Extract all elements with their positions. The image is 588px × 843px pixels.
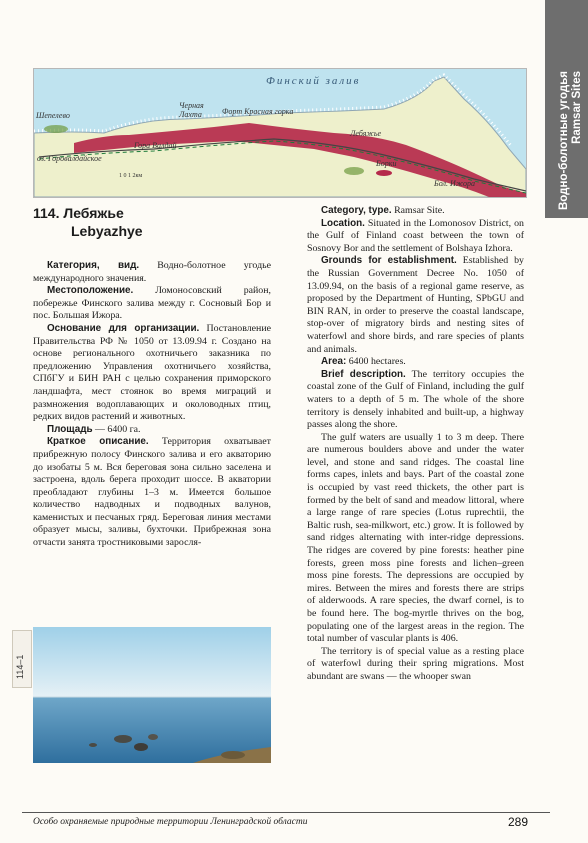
reserve-patch xyxy=(376,170,392,176)
map-graphic xyxy=(34,69,526,197)
ru-paragraph-text: — 6400 га. xyxy=(92,423,141,435)
russian-column xyxy=(33,205,271,550)
ru-paragraph-text: Постановление Правительства РФ № 1050 от 13.09.94 г. Создано на основе регионального охотничьего заказника по предложению Управления охотничьего хозяйства, СПбГУ и БИН РАН с целью сохранения приморского ландшафта, мест стоянок во время миграций и размножения водоплавающих и околоводных птиц, редких видов растений и животных. xyxy=(33,322,271,423)
coast-photo-image xyxy=(33,627,271,763)
en-paragraph-text: Ramsar Site. xyxy=(391,205,445,216)
en-paragraph-label: Area: xyxy=(321,356,347,368)
en-paragraph-label: Category, type. xyxy=(321,205,392,216)
coast-photo xyxy=(33,627,271,763)
en-paragraph-text: The territory is of special value as a resting place of waterfowl during their spring migrations. Most abundant are swans — the whooper swan xyxy=(307,645,524,682)
map-place-label: Борки xyxy=(376,159,397,168)
en-paragraph-text: Established by the Russian Government Decree No. 1050 of 13.09.94, on the basis of a regional game reserve, as proposed by the Department of Hunting, SPbGU and BIN RAN, in order to preserve the coastal landscape, stop-over of migratory birds and nesting sites of waterfowl and shore birds, and rare species of plants and animals. xyxy=(307,255,524,355)
forest-patch xyxy=(44,125,68,133)
ru-paragraph-label: Площадь xyxy=(47,423,93,435)
en-paragraph-text: Situated in the Lomonosov District, on the Gulf of Finland coast between the town of Sosnovy Bor and the settlement of Bolshaya Izhora. xyxy=(307,217,524,254)
map-place-label: Лебяжье xyxy=(350,129,382,138)
en-paragraph-label: Grounds for establishment. xyxy=(321,255,457,267)
article-title-en: Lebyazhye xyxy=(71,223,143,239)
ru-paragraph xyxy=(33,285,271,323)
en-paragraph xyxy=(307,205,524,218)
en-paragraph-text: 6400 hectares. xyxy=(346,356,406,368)
ru-paragraph xyxy=(33,323,271,424)
en-paragraph-text: The territory occupies the coastal zone of the Gulf of Finland, including the gulf waters to a depth of 5 m. The whole of the shore territory is densely inhabited and built-up, a highway passes along the shore. xyxy=(307,368,524,431)
forest-patch xyxy=(344,167,364,175)
map-place-label: Бол. Ижора xyxy=(434,179,476,188)
ru-paragraph-label: Основание для организации. xyxy=(47,322,200,334)
section-side-tab xyxy=(545,0,588,218)
map-place-label: Гора Валдай xyxy=(134,141,177,150)
ru-paragraph-label: Местоположение. xyxy=(47,285,134,297)
section-side-title xyxy=(558,71,584,210)
en-paragraph xyxy=(307,356,524,369)
ru-paragraph-text: Ломоносовский район, побережье Финского залива между г. Сосновый Бор и пос. Большая Ижора. xyxy=(33,285,271,322)
en-paragraph xyxy=(307,646,524,684)
photo-id-label: 114–1 xyxy=(15,654,25,679)
map-scale-label: 1 0 1 2км xyxy=(119,173,143,179)
map-place-label: Шепелево xyxy=(36,111,70,120)
ru-paragraph-label: Краткое описание. xyxy=(47,436,149,448)
map-place-label: Черная Лахта xyxy=(179,101,204,119)
en-paragraph xyxy=(307,218,524,256)
ru-paragraph-text: Водно-болотное угодье международного значения. xyxy=(33,260,271,284)
page-number: 289 xyxy=(508,815,529,829)
english-column xyxy=(307,205,524,684)
side-title-en: Ramsar Sites xyxy=(571,71,583,144)
ru-paragraph-text: Территория охватывает прибрежную полосу Финского залива и его акваторию до изобаты 5 м. Вся береговая зона сильно заселена и застроена, вдоль берега проходит шоссе. В акватории преобладают глубины 1–3 м. Имеется большое количество надводных и подводных валунов, каменистых и песчаных гряд. Береговая линия местами образует мысы, заливы, бухточки. Прибрежная зона отчасти занята тростниковыми заросля- xyxy=(33,436,271,549)
en-paragraph-label: Location. xyxy=(321,217,365,229)
map-place-label: Форт Красная горка xyxy=(222,107,294,116)
ru-paragraph xyxy=(33,260,271,285)
article-title-ru: 114. Лебяжье xyxy=(33,205,124,221)
location-map xyxy=(33,68,527,198)
map-sea-label: Финский залив xyxy=(266,75,361,87)
en-paragraph xyxy=(307,255,524,356)
en-paragraph xyxy=(307,432,524,646)
en-paragraph-label: Brief description. xyxy=(321,368,406,380)
photo-id-tab xyxy=(12,630,32,688)
map-place-label: оз. Горовалдайское xyxy=(37,154,102,163)
book-title-footer: Особо охраняемые природные территории Ленинградской области xyxy=(33,817,308,827)
ru-paragraph-label: Категория, вид. xyxy=(47,260,140,271)
side-title-ru: Водно-болотные угодья xyxy=(558,71,570,210)
ru-paragraph xyxy=(33,424,271,437)
en-paragraph-text: The gulf waters are usually 1 to 3 m deep. There are numerous boulders above and under the water level, and stone and sand ridges. The coastal line forms capes, inlets and bays. Part of the coastal zone is occupied by vast reed thickets, the other part is formed by the belt of sand and meadow littoral, where a large range of rare species (Lotus ruprechtii, the Baltic rush, sea-milkwort, etc.) grow. It is followed by sand ridges alternating with inter-ridge depressions. The ridges are covered by pine forests: heather pine forests, green moss pine forests and lichen–green moss pine forests. The depressions are occupied by mires. Between the mires and forests there are strips of alderwoods. A rare species, the dwarf cornel, is to be found here. The bog-myrtle thrives on the bog, populating one of the largest areas in the region. The total number of vascular plants is 406. xyxy=(307,431,524,645)
en-paragraph xyxy=(307,369,524,432)
footer-divider xyxy=(22,812,550,813)
ru-paragraph xyxy=(33,436,271,549)
